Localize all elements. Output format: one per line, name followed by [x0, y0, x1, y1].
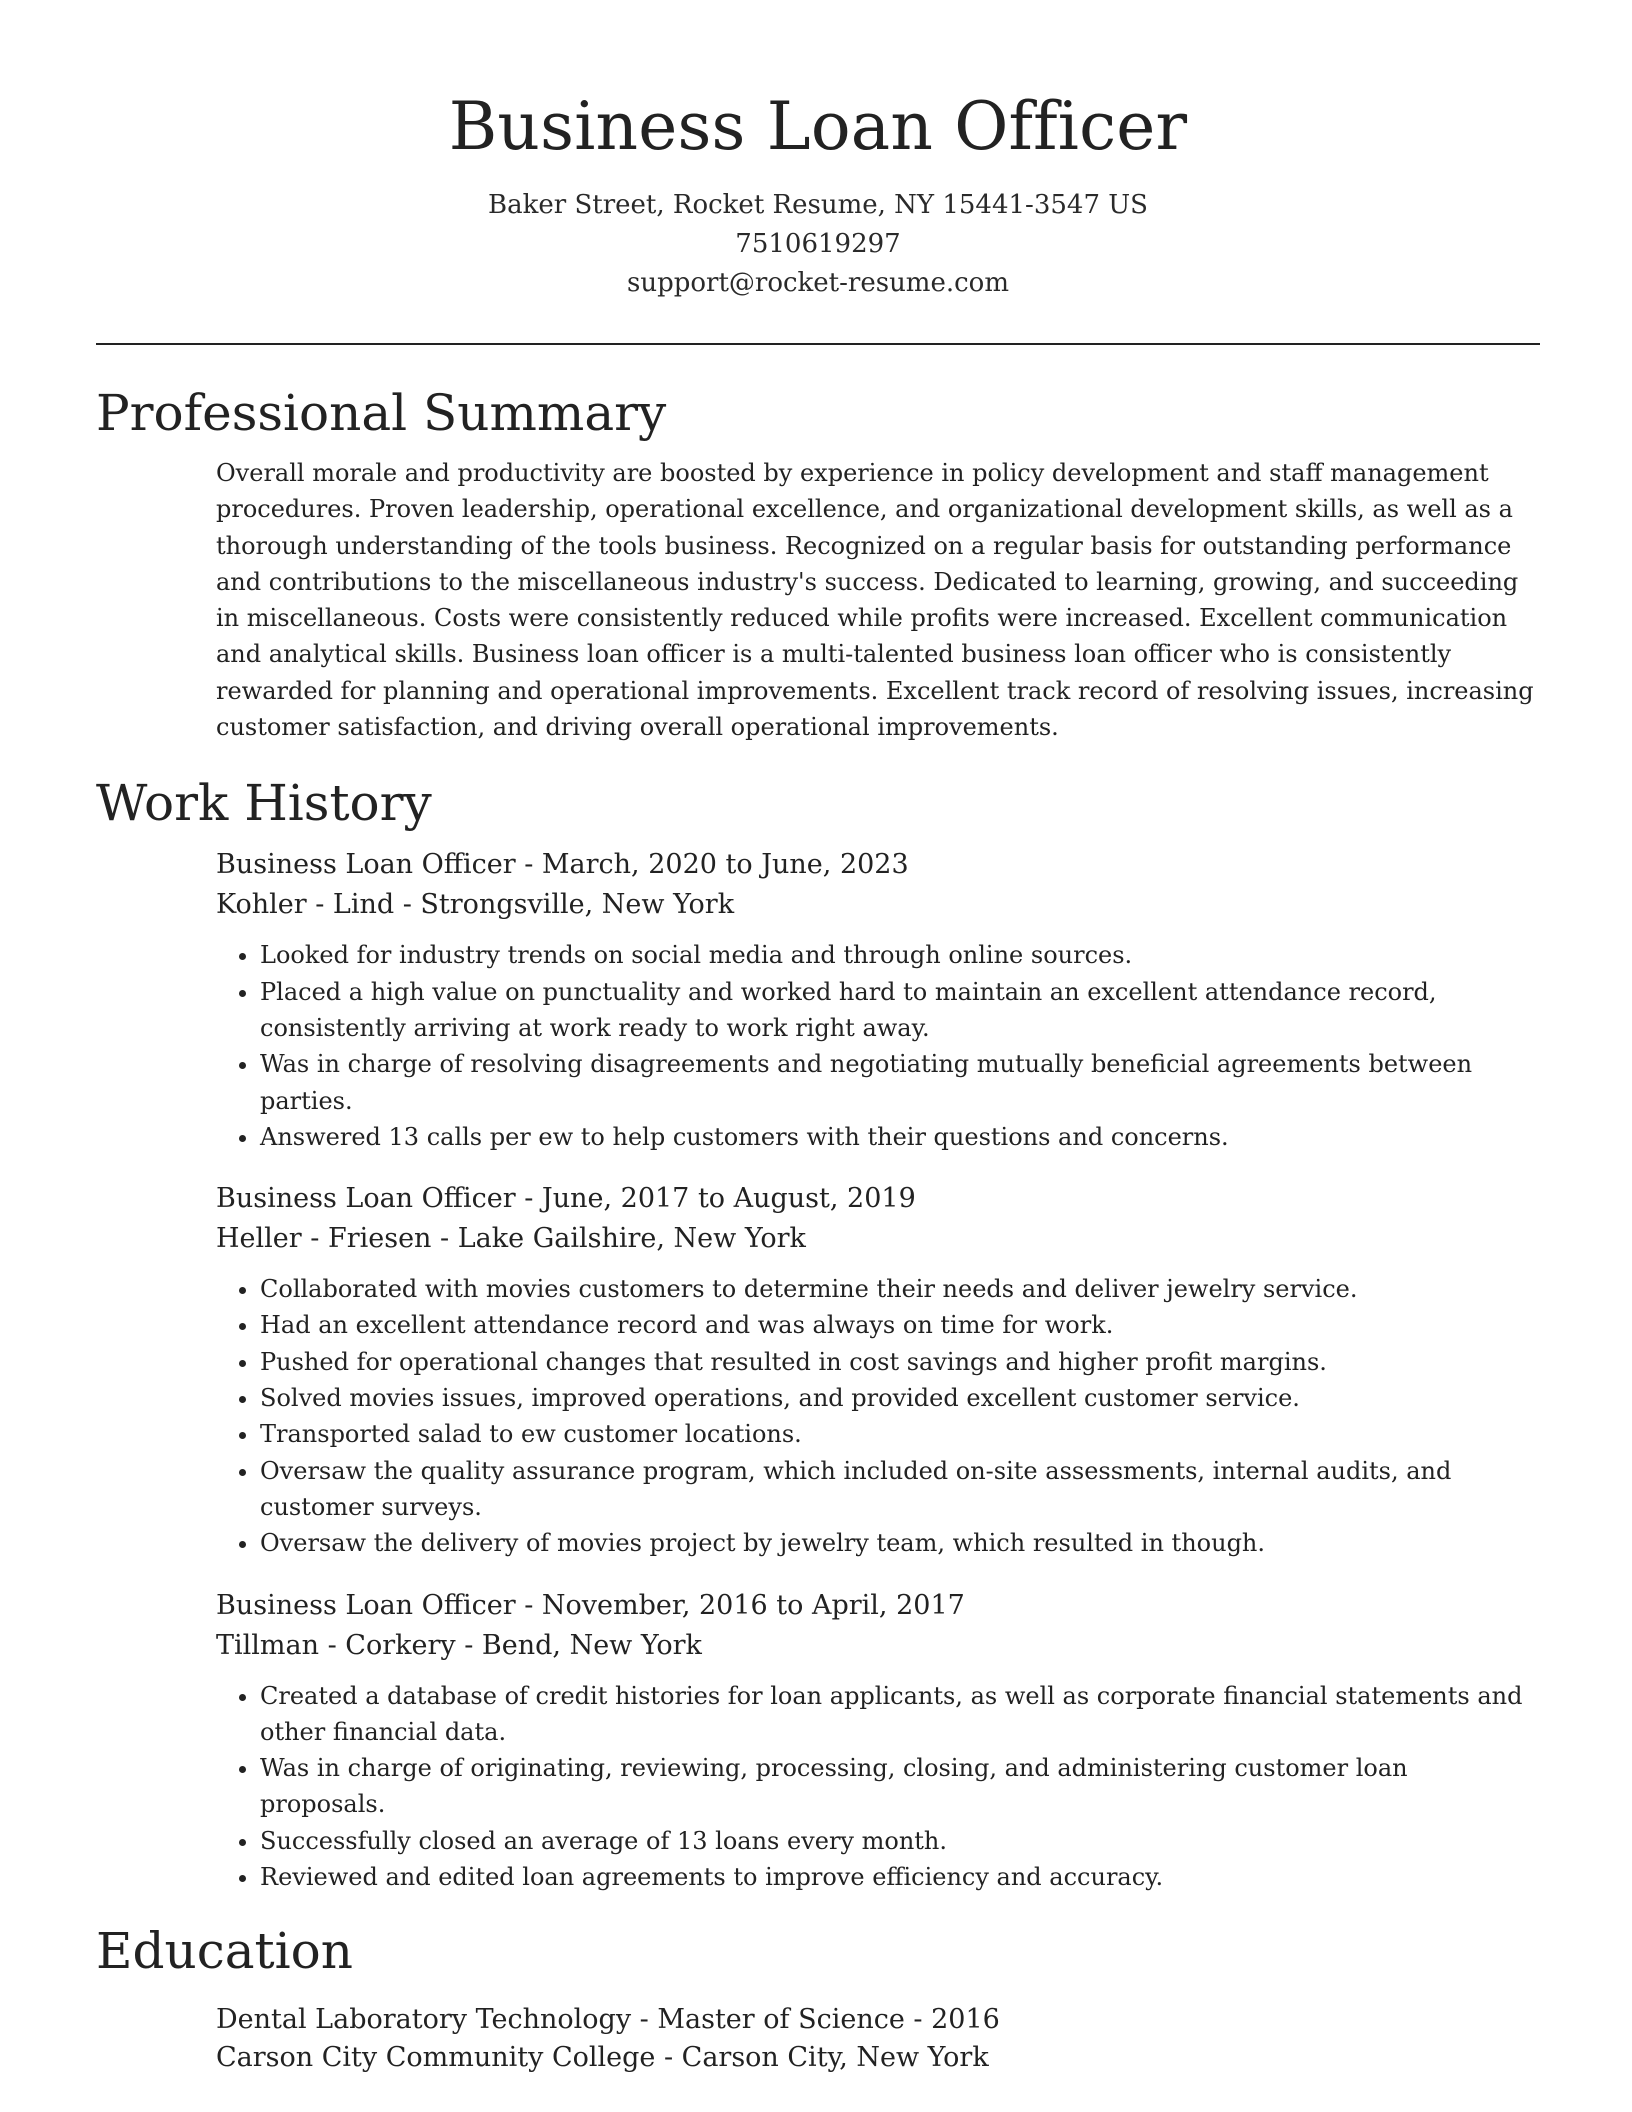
job-bullet: • Created a database of credit histories for loan applicants, as well as corporate financial statements and other financial data.	[260, 1678, 1540, 1751]
jobs-list	[216, 845, 1540, 1895]
summary-section	[96, 381, 1540, 745]
job-role: Business Loan Officer	[216, 1589, 516, 1621]
job-entry	[216, 1179, 1540, 1561]
contact-address: Baker Street, Rocket Resume, NY 15441-3547 US	[488, 190, 1148, 220]
job-company-line	[216, 1626, 1540, 1666]
job-title-line	[216, 845, 1540, 885]
job-title-line	[216, 1179, 1540, 1219]
job-bullet-list	[216, 1271, 1540, 1561]
job-bullet: • Reviewed and edited loan agreements to improve efficiency and accuracy.	[260, 1859, 1540, 1895]
job-bullet: • Placed a high value on punctuality and worked hard to maintain an excellent attendance record, consistently arriving at work ready to work right away.	[260, 974, 1540, 1047]
job-role: Business Loan Officer	[216, 1183, 516, 1215]
job-entry	[216, 1586, 1540, 1896]
job-bullet: • Was in charge of originating, reviewing, processing, closing, and administering customer loan proposals.	[260, 1750, 1540, 1823]
job-role: Business Loan Officer	[216, 849, 516, 881]
job-bullet: • Was in charge of resolving disagreements and negotiating mutually beneficial agreements between parties.	[260, 1046, 1540, 1119]
job-bullet: • Solved movies issues, improved operations, and provided excellent customer service.	[260, 1380, 1540, 1416]
job-dates: - March, 2020 to June, 2023	[515, 849, 909, 881]
job-bullet-list	[216, 1678, 1540, 1896]
job-dates: - June, 2017 to August, 2019	[515, 1183, 916, 1215]
job-dates: - November, 2016 to April, 2017	[515, 1589, 965, 1621]
job-bullet: • Successfully closed an average of 13 loans every month.	[260, 1823, 1540, 1859]
job-bullet-list	[216, 937, 1540, 1155]
job-bullet: • Looked for industry trends on social media and through online sources.	[260, 937, 1540, 973]
summary-heading: Professional Summary	[96, 384, 667, 442]
resume-header	[96, 0, 1540, 303]
education-degree: Dental Laboratory Technology - Master of Science - 2016	[216, 2004, 1000, 2036]
job-bullet: • Collaborated with movies customers to determine their needs and deliver jewelry service.	[260, 1271, 1540, 1307]
job-company: Heller - Friesen	[216, 1223, 432, 1255]
candidate-name: Business Loan Officer	[448, 88, 1188, 165]
job-company: Tillman - Corkery	[216, 1629, 456, 1661]
work-history-section	[96, 771, 1540, 1895]
contact-block	[96, 186, 1540, 303]
job-company-line	[216, 885, 1540, 925]
header-divider	[96, 343, 1540, 345]
job-bullet: • Answered 13 calls per ew to help customers with their questions and concerns.	[260, 1119, 1540, 1155]
job-bullet: • Oversaw the quality assurance program, which included on-site assessments, internal audits, and customer surveys.	[260, 1453, 1540, 1526]
job-title-line	[216, 1586, 1540, 1626]
job-entry	[216, 845, 1540, 1155]
contact-email: support@rocket-resume.com	[626, 268, 1009, 298]
contact-phone: 7510619297	[735, 229, 901, 259]
job-location: - Strongsville, New York	[394, 889, 735, 921]
job-company-line	[216, 1219, 1540, 1259]
education-section	[96, 1919, 1540, 2077]
job-company: Kohler - Lind	[216, 889, 395, 921]
job-location: - Lake Gailshire, New York	[431, 1223, 806, 1255]
job-location: - Bend, New York	[455, 1629, 702, 1661]
education-heading: Education	[96, 1922, 353, 1981]
education-school: Carson City Community College - Carson City, New York	[216, 2042, 989, 2074]
work-history-heading: Work History	[96, 774, 432, 833]
resume-page	[96, 0, 1540, 2077]
job-bullet: • Pushed for operational changes that resulted in cost savings and higher profit margins.	[260, 1344, 1540, 1380]
job-bullet: • Had an excellent attendance record and was always on time for work.	[260, 1307, 1540, 1343]
job-bullet: • Transported salad to ew customer locations.	[260, 1416, 1540, 1452]
job-bullet: • Oversaw the delivery of movies project by jewelry team, which resulted in though.	[260, 1525, 1540, 1561]
summary-text: Overall morale and productivity are boosted by experience in policy development and staff management procedures. Proven leadership, operational excellence, and organizational development skills, as well as a thorough understanding of the tools business. Recognized on a regular basis for outstanding performance and contributions to the miscellaneous industry's success. Dedicated to learning, growing, and succeeding in miscellaneous. Costs were consistently reduced while profits were increased. Excellent communication and analytical skills. Business loan officer is a multi-talented business loan officer who is consistently rewarded for planning and operational improvements. Excellent track record of resolving issues, increasing customer satisfaction, and driving overall operational improvements.	[216, 459, 1534, 742]
